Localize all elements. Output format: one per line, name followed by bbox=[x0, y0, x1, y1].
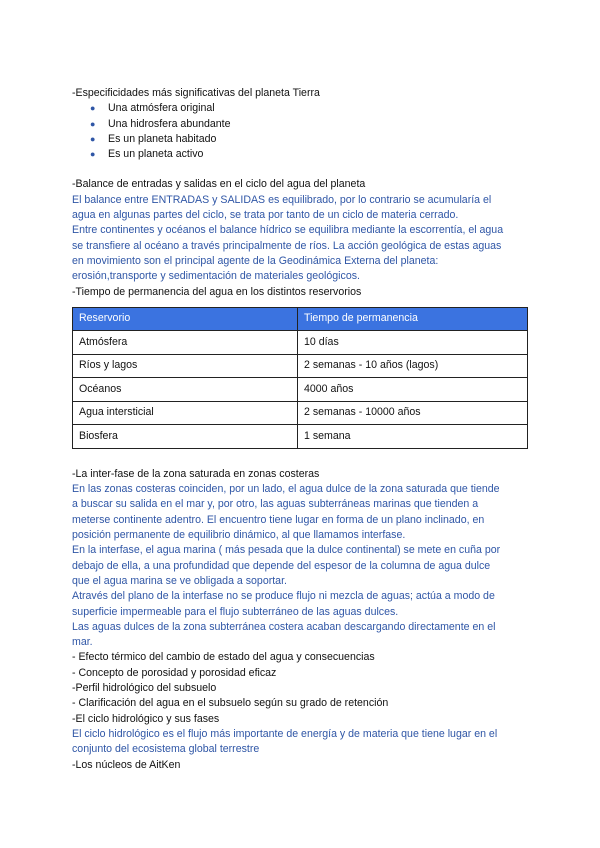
reservoir-table bbox=[72, 307, 528, 449]
text-line: mar. bbox=[72, 636, 93, 649]
table-cell: Atmósfera bbox=[73, 331, 298, 355]
document-body bbox=[72, 86, 532, 773]
text-line: que el agua marina se ve obligada a soportar. bbox=[72, 574, 287, 587]
table-cell: 2 semanas - 10 años (lagos) bbox=[298, 354, 528, 378]
section5-paragraph bbox=[72, 727, 532, 758]
bullet-dot-icon: ● bbox=[90, 118, 96, 129]
text-line: El ciclo hidrológico es el flujo más importante de energía y de materia que tiene lugar en el bbox=[72, 727, 498, 740]
text-line: Através del plano de la interfase no se produce flujo ni mezcla de aguas; actúa a modo de bbox=[72, 590, 495, 603]
text-line: posición permanente de equilibrio dinámico, al que llamamos interfase. bbox=[72, 529, 406, 542]
text-line: a buscar su salida en el mar y, por otro, las aguas subterráneas marinas que tienden a bbox=[72, 498, 479, 511]
topic-item: -El ciclo hidrológico y sus fases bbox=[72, 712, 220, 725]
section4-paragraph bbox=[72, 482, 532, 650]
section1-bullet-list bbox=[72, 101, 532, 162]
text-line: superficie impermeable para el flujo subterráneo de las aguas dulces. bbox=[72, 605, 399, 618]
spacer bbox=[72, 449, 532, 467]
topic-item: - Concepto de porosidad y porosidad eficaz bbox=[72, 666, 277, 679]
table-header-row bbox=[73, 307, 528, 331]
section4-heading: -La inter-fase de la zona saturada en zonas costeras bbox=[72, 467, 320, 480]
table-row bbox=[73, 401, 528, 425]
topic-item: - Efecto térmico del cambio de estado del agua y consecuencias bbox=[72, 651, 375, 664]
column-header: Reservorio bbox=[73, 307, 298, 331]
table-cell: 4000 años bbox=[298, 378, 528, 402]
topic-item: - Clarificación del agua en el subsuelo según su grado de retención bbox=[72, 697, 389, 710]
text-line: El balance entre ENTRADAS y SALIDAS es equilibrado, por lo contrario se acumularía el bbox=[72, 193, 492, 206]
section2-heading: -Balance de entradas y salidas en el ciclo del agua del planeta bbox=[72, 178, 366, 191]
text-line: erosión,transporte y sedimentación de materiales geológicos. bbox=[72, 270, 360, 283]
text-line: conjunto del ecosistema global terrestre bbox=[72, 743, 260, 756]
text-line: se transfiere al océano a través principalmente de ríos. La acción geológica de estas aguas bbox=[72, 239, 502, 252]
section3-heading: -Tiempo de permanencia del agua en los distintos reservorios bbox=[72, 285, 362, 298]
topic-item: -Perfil hidrológico del subsuelo bbox=[72, 682, 217, 695]
table-cell: Ríos y lagos bbox=[73, 354, 298, 378]
bullet-dot-icon: ● bbox=[90, 149, 96, 160]
bullet-item: ● Es un planeta activo bbox=[88, 147, 532, 162]
table-row bbox=[73, 425, 528, 449]
table-row bbox=[73, 331, 528, 355]
table-cell: 1 semana bbox=[298, 425, 528, 449]
text-line: en movimiento son el principal agente de la Geodinámica Externa del planeta: bbox=[72, 254, 439, 267]
table-cell: Agua intersticial bbox=[73, 401, 298, 425]
bullet-item: ● Una atmósfera original bbox=[88, 101, 532, 116]
bullet-dot-icon: ● bbox=[90, 133, 96, 144]
text-line: debajo de ella, a una profundidad que depende del espesor de la columna de agua dulce bbox=[72, 559, 491, 572]
text-line: agua en algunas partes del ciclo, se trata por tanto de un ciclo de materia cerrado. bbox=[72, 209, 459, 222]
text-line: Entre continentes y océanos el balance hídrico se equilibra mediante la escorrentía, el agua bbox=[72, 224, 504, 237]
bullet-item: ● Es un planeta habitado bbox=[88, 132, 532, 147]
table-row bbox=[73, 354, 528, 378]
text-line: En las zonas costeras coinciden, por un lado, el agua dulce de la zona saturada que tiende bbox=[72, 483, 500, 496]
topic-list bbox=[72, 650, 532, 726]
text-line: meterse continente adentro. El encuentro tiene lugar en forma de un plano inclinado, en bbox=[72, 513, 485, 526]
section1-heading: -Especificidades más significativas del planeta Tierra bbox=[72, 87, 320, 99]
table-cell: 2 semanas - 10000 años bbox=[298, 401, 528, 425]
table-cell: 10 días bbox=[298, 331, 528, 355]
section2-paragraph bbox=[72, 193, 532, 285]
bullet-item: ● Una hidrosfera abundante bbox=[88, 117, 532, 132]
text-line: En la interfase, el agua marina ( más pesada que la dulce continental) se mete en cuña por bbox=[72, 544, 501, 557]
table-row bbox=[73, 378, 528, 402]
table-cell: Biosfera bbox=[73, 425, 298, 449]
last-topic: -Los núcleos de AitKen bbox=[72, 758, 181, 771]
column-header: Tiempo de permanencia bbox=[298, 307, 528, 331]
text-line: Las aguas dulces de la zona subterránea costera acaban descargando directamente en el bbox=[72, 620, 496, 633]
spacer bbox=[72, 162, 532, 177]
table-cell: Océanos bbox=[73, 378, 298, 402]
bullet-dot-icon: ● bbox=[90, 103, 96, 114]
